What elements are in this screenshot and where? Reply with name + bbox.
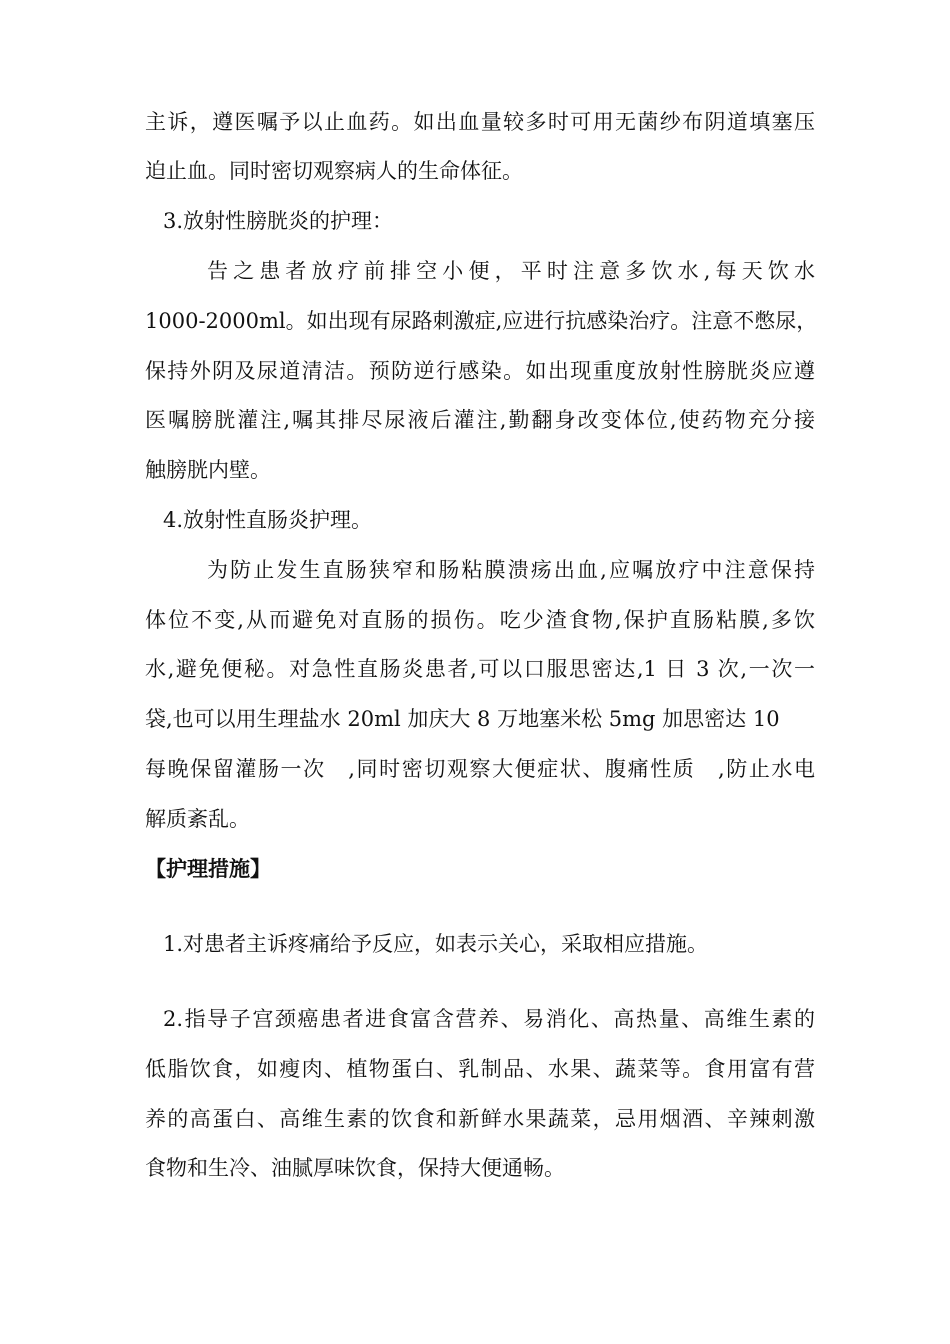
text-line: 体位不变,从而避免对直肠的损伤。吃少渣食物,保护直肠粘膜,多饮: [145, 608, 815, 632]
text-line: 袋,也可以用生理盐水 20ml 加庆大 8 万地塞米松 5mg 加思密达 10: [145, 707, 780, 731]
text-line: 主诉，遵医嘱予以止血药。如出血量较多时可用无菌纱布阴道填塞压: [145, 110, 815, 134]
text-line: 迫止血。同时密切观察病人的生命体征。: [145, 159, 523, 183]
text-line: 1000-2000ml。如出现有尿路刺激症,应进行抗感染治疗。注意不憋尿，: [145, 309, 818, 333]
text-line: 解质紊乱。: [145, 807, 250, 831]
section-heading: 3.放射性膀胱炎的护理：: [163, 209, 394, 233]
list-item: 1.对患者主诉疼痛给予反应，如表示关心，采取相应措施。: [163, 932, 709, 956]
section-title: 【护理措施】: [145, 857, 271, 881]
list-item: 2.指导子宫颈癌患者进食富含营养、易消化、高热量、高维生素的: [163, 1007, 815, 1031]
text-line: 为防止发生直肠狭窄和肠粘膜溃疡出血,应嘱放疗中注意保持: [207, 558, 815, 582]
text-line: 保持外阴及尿道清洁。预防逆行感染。如出现重度放射性膀胱炎应遵: [145, 359, 815, 383]
text-line: 水,避免便秘。对急性直肠炎患者,可以口服思密达,1 日 3 次,一次一: [145, 657, 815, 681]
text-line: 每晚保留灌肠一次 ,同时密切观察大便症状、腹痛性质 ,防止水电: [145, 757, 815, 781]
text-line: 触膀胱内壁。: [145, 458, 271, 482]
text-line: 养的高蛋白、高维生素的饮食和新鲜水果蔬菜，忌用烟酒、辛辣刺激: [145, 1107, 815, 1131]
text-line: 告之患者放疗前排空小便，平时注意多饮水,每天饮水: [207, 259, 815, 283]
text-line: 低脂饮食，如瘦肉、植物蛋白、乳制品、水果、蔬菜等。食用富有营: [145, 1057, 815, 1081]
text-line: 食物和生冷、油腻厚味饮食，保持大便通畅。: [145, 1156, 565, 1180]
section-heading: 4.放射性直肠炎护理。: [163, 508, 373, 532]
text-line: 医嘱膀胱灌注,嘱其排尽尿液后灌注,勤翻身改变体位,使药物充分接: [145, 408, 815, 432]
